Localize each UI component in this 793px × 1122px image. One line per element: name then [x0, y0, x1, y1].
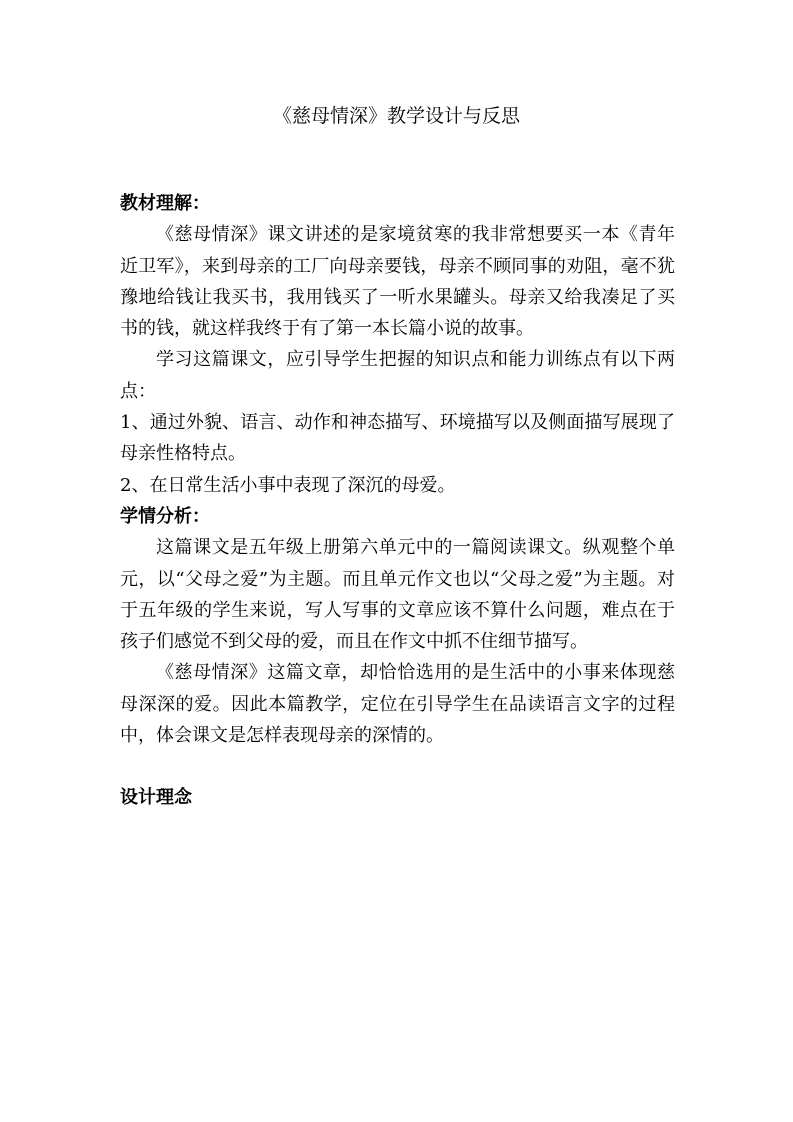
- paragraph-material-summary: 《慈母情深》课文讲述的是家境贫寒的我非常想要买一本《青年近卫军》，来到母亲的工厂向母亲要钱，母亲不顾同事的劝阻，毫不犹豫地给钱让我买书，我用钱买了一听水果罐头。母亲又给我凑足了买书的钱，就这样我终于有了第一本长篇小说的故事。: [120, 224, 675, 340]
- blank-line: [120, 751, 675, 782]
- section-heading-design-concept: 设计理念: [120, 787, 192, 809]
- paragraph-student-analysis-1: 这篇课文是五年级上册第六单元中的一篇阅读课文。纵观整个单元，以“父母之爱”为主题。而且单元作文也以“父母之爱”为主题。对于五年级的学生来说，写人写事的文章应该不算什么问题，难点在于孩子们感觉不到父母的爱，而且在作文中抓不住细节描写。: [120, 537, 675, 653]
- section-heading-student-analysis: 学情分析：: [120, 505, 210, 527]
- document-body: [120, 188, 675, 814]
- list-item-point-1: 1、通过外貌、语言、动作和神态描写、环境描写以及侧面描写展现了母亲性格特点。: [120, 412, 675, 465]
- section-heading-material: 教材理解：: [120, 193, 210, 214]
- document-title: 《慈母情深》教学设计与反思: [272, 105, 520, 127]
- list-item-point-2: 2、在日常生活小事中表现了深沉的母爱。: [120, 474, 456, 496]
- paragraph-student-analysis-2: 《慈母情深》这篇文章，却恰恰选用的是生活中的小事来体现慈母深深的爱。因此本篇教学，定位在引导学生在品读语言文字的过程中，体会课文是怎样表现母亲的深情的。: [120, 662, 675, 747]
- paragraph-learning-points: 学习这篇课文，应引导学生把握的知识点和能力训练点有以下两点：: [120, 349, 675, 402]
